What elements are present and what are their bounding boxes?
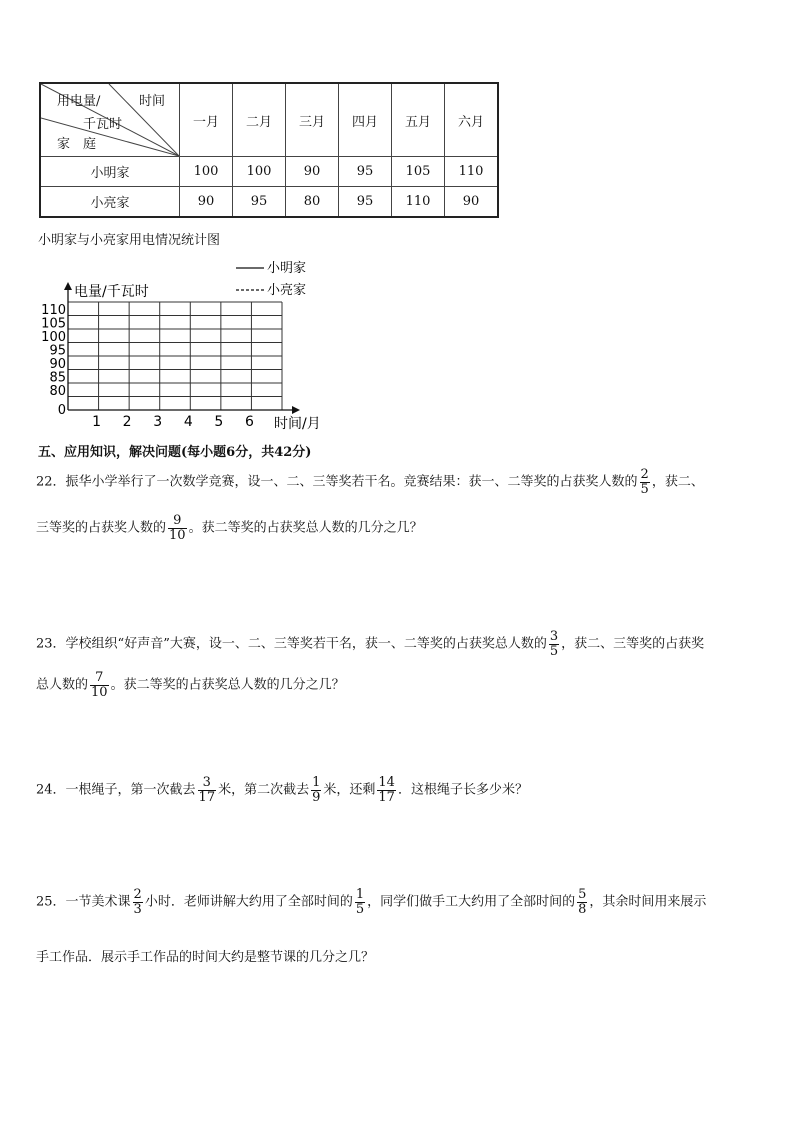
x-tick-label: 4 (183, 414, 193, 430)
table-cell: 110 (392, 187, 445, 217)
denominator: 5 (640, 481, 649, 497)
legend-label: 小明家 (267, 261, 307, 276)
numerator: 7 (90, 671, 109, 686)
family-name: 小亮家 (40, 187, 180, 217)
x-tick-label: 2 (122, 414, 132, 430)
denominator: 8 (578, 901, 587, 917)
x-axis-label: 时间/月 (274, 416, 321, 432)
y-tick-label: 90 (49, 357, 66, 372)
month-header: 五月 (392, 83, 445, 157)
question-text: 三等奖的占获奖人数的 (36, 520, 167, 536)
denominator: 17 (378, 789, 395, 805)
month-header: 二月 (233, 83, 286, 157)
question-25-line-2 (36, 946, 374, 965)
denominator: 10 (91, 684, 108, 700)
fraction (640, 468, 650, 496)
table-cell: 95 (233, 187, 286, 217)
table-cell: 100 (180, 157, 233, 187)
y-tick-label: 85 (49, 370, 66, 386)
question-text: ，同学们做手工大约用了全部时间的 (367, 894, 576, 910)
y-tick-label: 105 (41, 316, 66, 332)
numerator: 2 (133, 887, 142, 902)
y-tick-label: 80 (49, 384, 66, 399)
question-22-line-1 (36, 468, 704, 496)
question-text: 米，第二次截去 (218, 782, 310, 798)
table-cell: 95 (339, 157, 392, 187)
question-text: ．这根绳子长多少米？ (397, 782, 528, 798)
x-tick-label: 1 (92, 414, 102, 430)
x-tick-label: 6 (244, 414, 254, 430)
numerator: 5 (578, 887, 587, 902)
numerator: 3 (549, 629, 559, 644)
y-axis-arrow (64, 282, 72, 290)
question-text: ，其余时间用来展示 (589, 894, 707, 910)
table-cell: 90 (445, 187, 499, 217)
numerator: 1 (312, 775, 321, 790)
fraction (549, 630, 559, 658)
electricity-table (39, 82, 499, 218)
corner-label-usage: 用电量/ (57, 94, 101, 109)
denominator: 3 (133, 901, 142, 917)
table-cell: 90 (180, 187, 233, 217)
numerator: 14 (378, 775, 395, 790)
y-tick-label: 110 (41, 303, 66, 318)
question-text: 22．振华小学举行了一次数学竞赛，设一、二、三等奖若干名。竞赛结果：获一、二等奖的占获奖人数的 (36, 474, 638, 490)
question-text: 小时．老师讲解大约用了全部时间的 (144, 894, 353, 910)
section-title: 五、应用知识，解决问题(每小题6分，共42分) (38, 445, 312, 460)
corner-label-unit: 千瓦时 (83, 117, 123, 132)
fraction (311, 776, 321, 804)
y-axis-label: 电量/千瓦时 (74, 284, 149, 300)
question-23-line-2 (36, 671, 345, 699)
y-tick-label: 0 (57, 403, 66, 418)
table-row (40, 157, 498, 187)
numerator: 1 (355, 887, 365, 902)
denominator: 9 (312, 789, 321, 805)
table-cell: 110 (445, 157, 499, 187)
x-tick-label: 5 (214, 414, 224, 430)
table-corner-header (40, 83, 180, 157)
fraction (198, 776, 217, 804)
question-text: 。获二等奖的占获奖总人数的几分之几？ (110, 677, 345, 693)
question-text: 总人数的 (36, 677, 89, 693)
table-cell: 90 (286, 157, 339, 187)
numerator: 9 (168, 514, 187, 529)
fraction (90, 671, 109, 699)
table-row (40, 187, 498, 217)
question-text: ，获二、三等奖的占获奖 (561, 636, 705, 652)
question-text: 24．一根绳子，第一次截去 (36, 782, 196, 798)
denominator: 5 (549, 643, 559, 659)
question-text: 25．一节美术课 (36, 894, 131, 910)
table-cell: 95 (339, 187, 392, 217)
corner-label-time: 时间 (139, 94, 166, 109)
question-23-line-1 (36, 630, 704, 658)
question-24 (36, 776, 528, 804)
question-text: 23．学校组织“好声音”大赛，设一、二、三等奖若干名，获一、二等奖的占获奖总人数的 (36, 636, 547, 652)
fraction (168, 514, 187, 542)
y-tick-label: 100 (41, 330, 66, 345)
x-tick-label: 3 (153, 414, 163, 430)
question-text: 米，还剩 (323, 782, 376, 798)
fraction (133, 888, 143, 916)
corner-label-family: 家 庭 (57, 137, 97, 152)
family-name: 小明家 (40, 157, 180, 187)
y-tick-label: 95 (49, 343, 66, 359)
denominator: 17 (198, 789, 216, 805)
question-text: 手工作品．展示手工作品的时间大约是整节课的几分之几？ (36, 950, 375, 965)
month-header: 四月 (339, 83, 392, 157)
month-header: 三月 (286, 83, 339, 157)
question-text: ，获二、 (651, 474, 704, 490)
fraction (377, 776, 396, 804)
denominator: 10 (169, 527, 186, 543)
question-25-line-1 (36, 888, 706, 916)
fraction (355, 888, 365, 916)
fraction (577, 888, 587, 916)
line-chart (38, 256, 368, 436)
month-header: 六月 (445, 83, 499, 157)
denominator: 5 (355, 901, 365, 917)
table-cell: 105 (392, 157, 445, 187)
x-axis-arrow (292, 406, 300, 414)
question-text: 。获二等奖的占获奖总人数的几分之几？ (188, 520, 423, 536)
table-cell: 100 (233, 157, 286, 187)
chart-caption: 小明家与小亮家用电情况统计图 (38, 233, 221, 248)
month-header: 一月 (180, 83, 233, 157)
legend-label: 小亮家 (267, 283, 307, 298)
question-22-line-2 (36, 514, 423, 542)
numerator: 2 (640, 467, 649, 482)
table-cell: 80 (286, 187, 339, 217)
numerator: 3 (198, 776, 217, 791)
